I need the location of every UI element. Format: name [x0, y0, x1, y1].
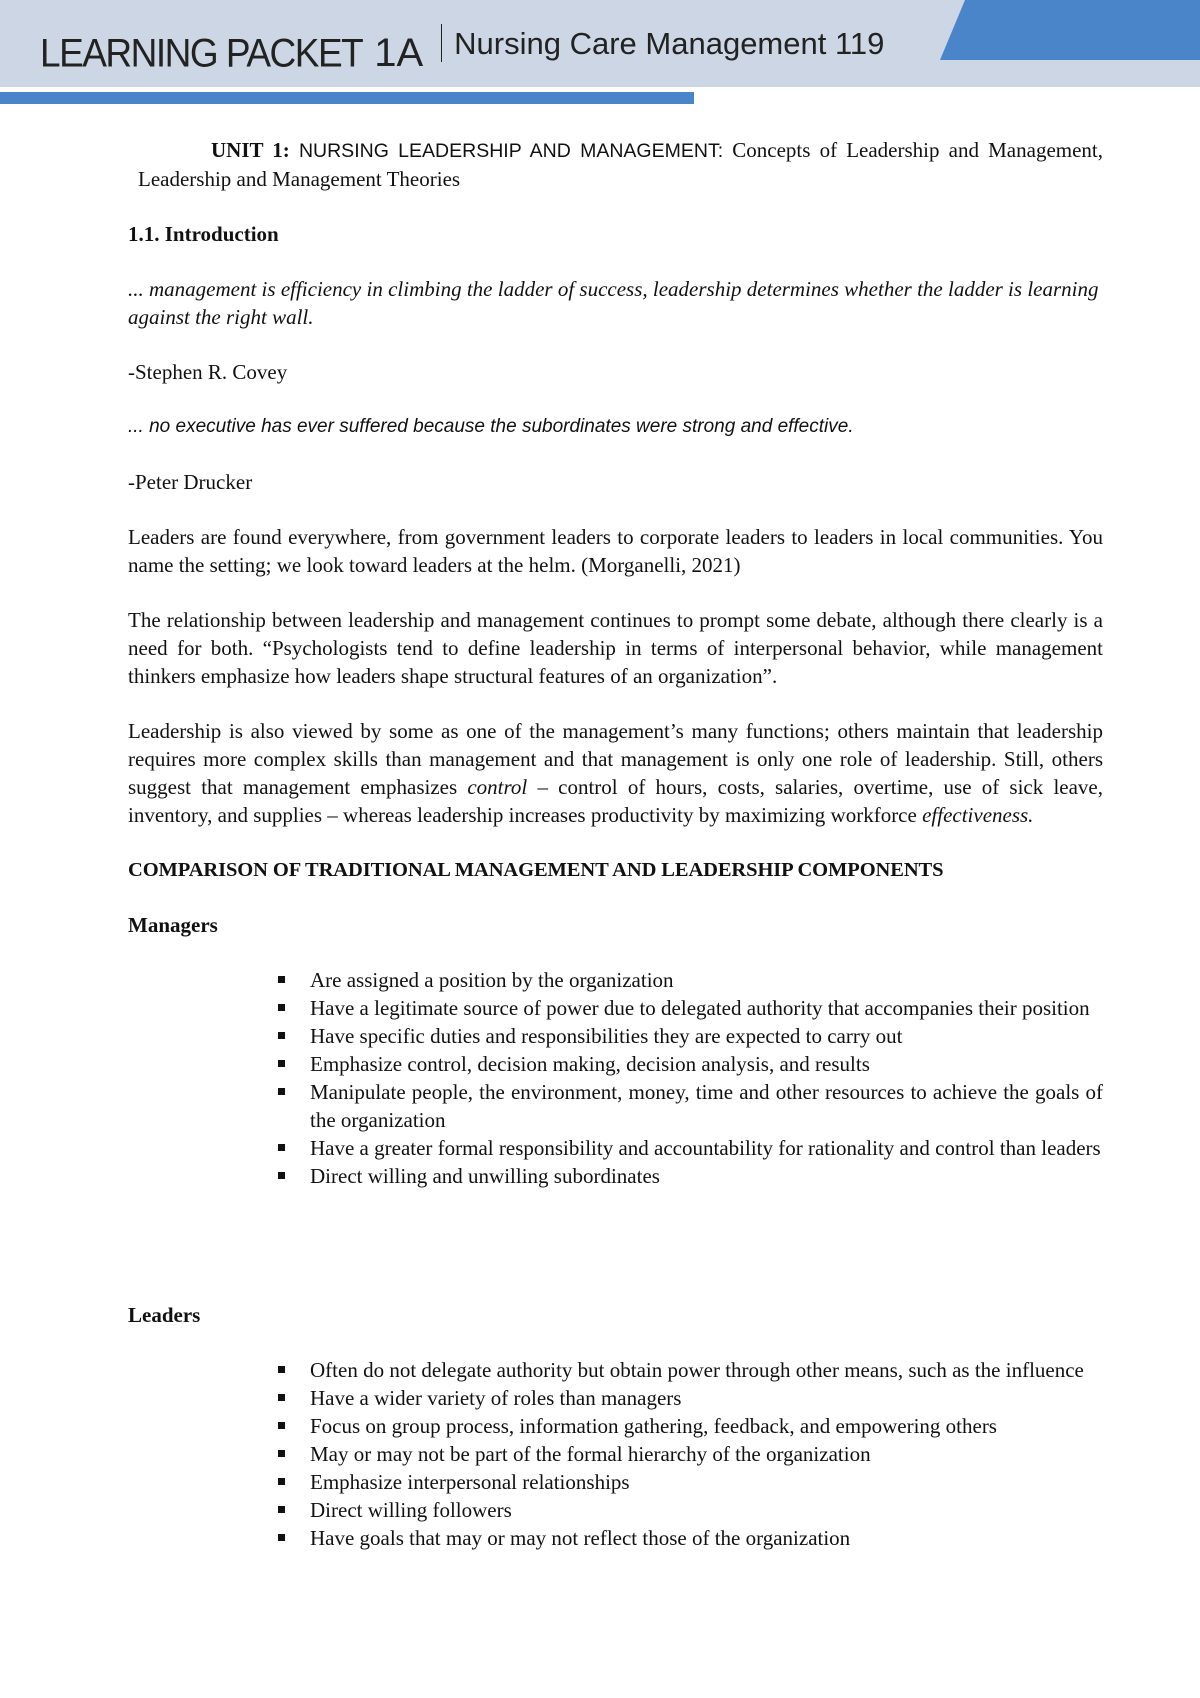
bullet-icon [278, 1032, 285, 1039]
header-divider [441, 24, 442, 62]
paragraph-leaders-everywhere: Leaders are found everywhere, from government leaders to corporate leaders to leaders in local communities. You name the setting; we look toward leaders at the helm. (Morganelli, 2021) [128, 525, 1103, 577]
quote-drucker-author: -Peter Drucker [128, 470, 253, 494]
list-item: Manipulate people, the environment, money, time and other resources to achieve the goals of the organization [310, 1078, 1103, 1134]
list-item: Have a legitimate source of power due to delegated authority that accompanies their position [310, 994, 1103, 1022]
paragraph-relationship: The relationship between leadership and management continues to prompt some debate, although there clearly is a need for both. “Psychologists tend to define leadership in terms of interpersonal behavior, while management thinkers emphasize how leaders shape structural features of an organization”. [128, 608, 1103, 688]
paragraph-leadership-view [128, 717, 1103, 829]
bullet-icon [278, 1506, 285, 1513]
bullet-icon [278, 1534, 285, 1541]
intro-heading: 1.1. Introduction [128, 222, 279, 246]
managers-heading: Managers [128, 913, 218, 937]
list-item: Are assigned a position by the organization [310, 966, 1103, 994]
list-item: Emphasize interpersonal relationships [310, 1468, 1103, 1496]
list-item: Direct willing and unwilling subordinates [310, 1162, 1103, 1190]
document-body [128, 136, 1103, 1552]
list-item: Focus on group process, information gathering, feedback, and empowering others [310, 1412, 1103, 1440]
unit-heading [138, 136, 1103, 193]
bullet-icon [278, 1450, 285, 1457]
bullet-icon [278, 1172, 285, 1179]
unit-label: UNIT 1: [211, 138, 290, 162]
leaders-heading: Leaders [128, 1303, 201, 1327]
bullet-icon [278, 976, 285, 983]
spacer [128, 1190, 1103, 1274]
list-item: Have goals that may or may not reflect those of the organization [310, 1524, 1103, 1552]
unit-title: NURSING LEADERSHIP AND MANAGEMENT: [298, 140, 724, 162]
bullet-icon [278, 1478, 285, 1485]
packet-number: 1A [374, 31, 424, 75]
bullet-icon [278, 1004, 285, 1011]
list-item: Have specific duties and responsibilities they are expected to carry out [310, 1022, 1103, 1050]
paragraph-leadership-view-middle: – control of hours, costs, salaries, overtime, use of sick leave, inventory, and supplies – whereas leadership increases productivity by maximizing workforce [128, 775, 1103, 827]
list-item: Direct willing followers [310, 1496, 1103, 1524]
quote-covey-author: -Stephen R. Covey [128, 360, 288, 384]
list-item: Have a wider variety of roles than managers [310, 1384, 1103, 1412]
unit-subtitle: Concepts of Leadership and Management, Leadership and Management Theories [138, 138, 1103, 191]
emphasis-control: control [467, 775, 528, 799]
paragraph-leadership-view-start: Leadership is also viewed by some as one of the management’s many functions; others maintain that leadership requires more complex skills than management and that management is only one role of leadership. Still, others suggest that management emphasizes [128, 719, 1103, 799]
header-rule [0, 92, 694, 104]
bullet-icon [278, 1088, 285, 1095]
course-title: Nursing Care Management 119 [454, 26, 885, 61]
bullet-icon [278, 1144, 285, 1151]
emphasis-effectiveness: effectiveness. [922, 803, 1034, 827]
bullet-icon [278, 1422, 285, 1429]
bullet-icon [278, 1366, 285, 1373]
header-title [40, 26, 884, 76]
list-item: Emphasize control, decision making, decision analysis, and results [310, 1050, 1103, 1078]
managers-list [128, 966, 1103, 1190]
list-item: Have a greater formal responsibility and accountability for rationality and control than leaders [310, 1134, 1103, 1162]
leaders-list [128, 1356, 1103, 1552]
list-item: Often do not delegate authority but obtain power through other means, such as the influence [310, 1356, 1103, 1384]
quote-covey: ... management is efficiency in climbing the ladder of success, leadership determines whether the ladder is learning against the right wall. [128, 277, 1099, 329]
list-item: May or may not be part of the formal hierarchy of the organization [310, 1440, 1103, 1468]
comparison-heading: COMPARISON OF TRADITIONAL MANAGEMENT AND LEADERSHIP COMPONENTS [128, 859, 944, 881]
packet-label: LEARNING PACKET [40, 30, 363, 75]
bullet-icon [278, 1060, 285, 1067]
bullet-icon [278, 1394, 285, 1401]
quote-drucker: ... no executive has ever suffered because the subordinates were strong and effective. [128, 416, 854, 437]
